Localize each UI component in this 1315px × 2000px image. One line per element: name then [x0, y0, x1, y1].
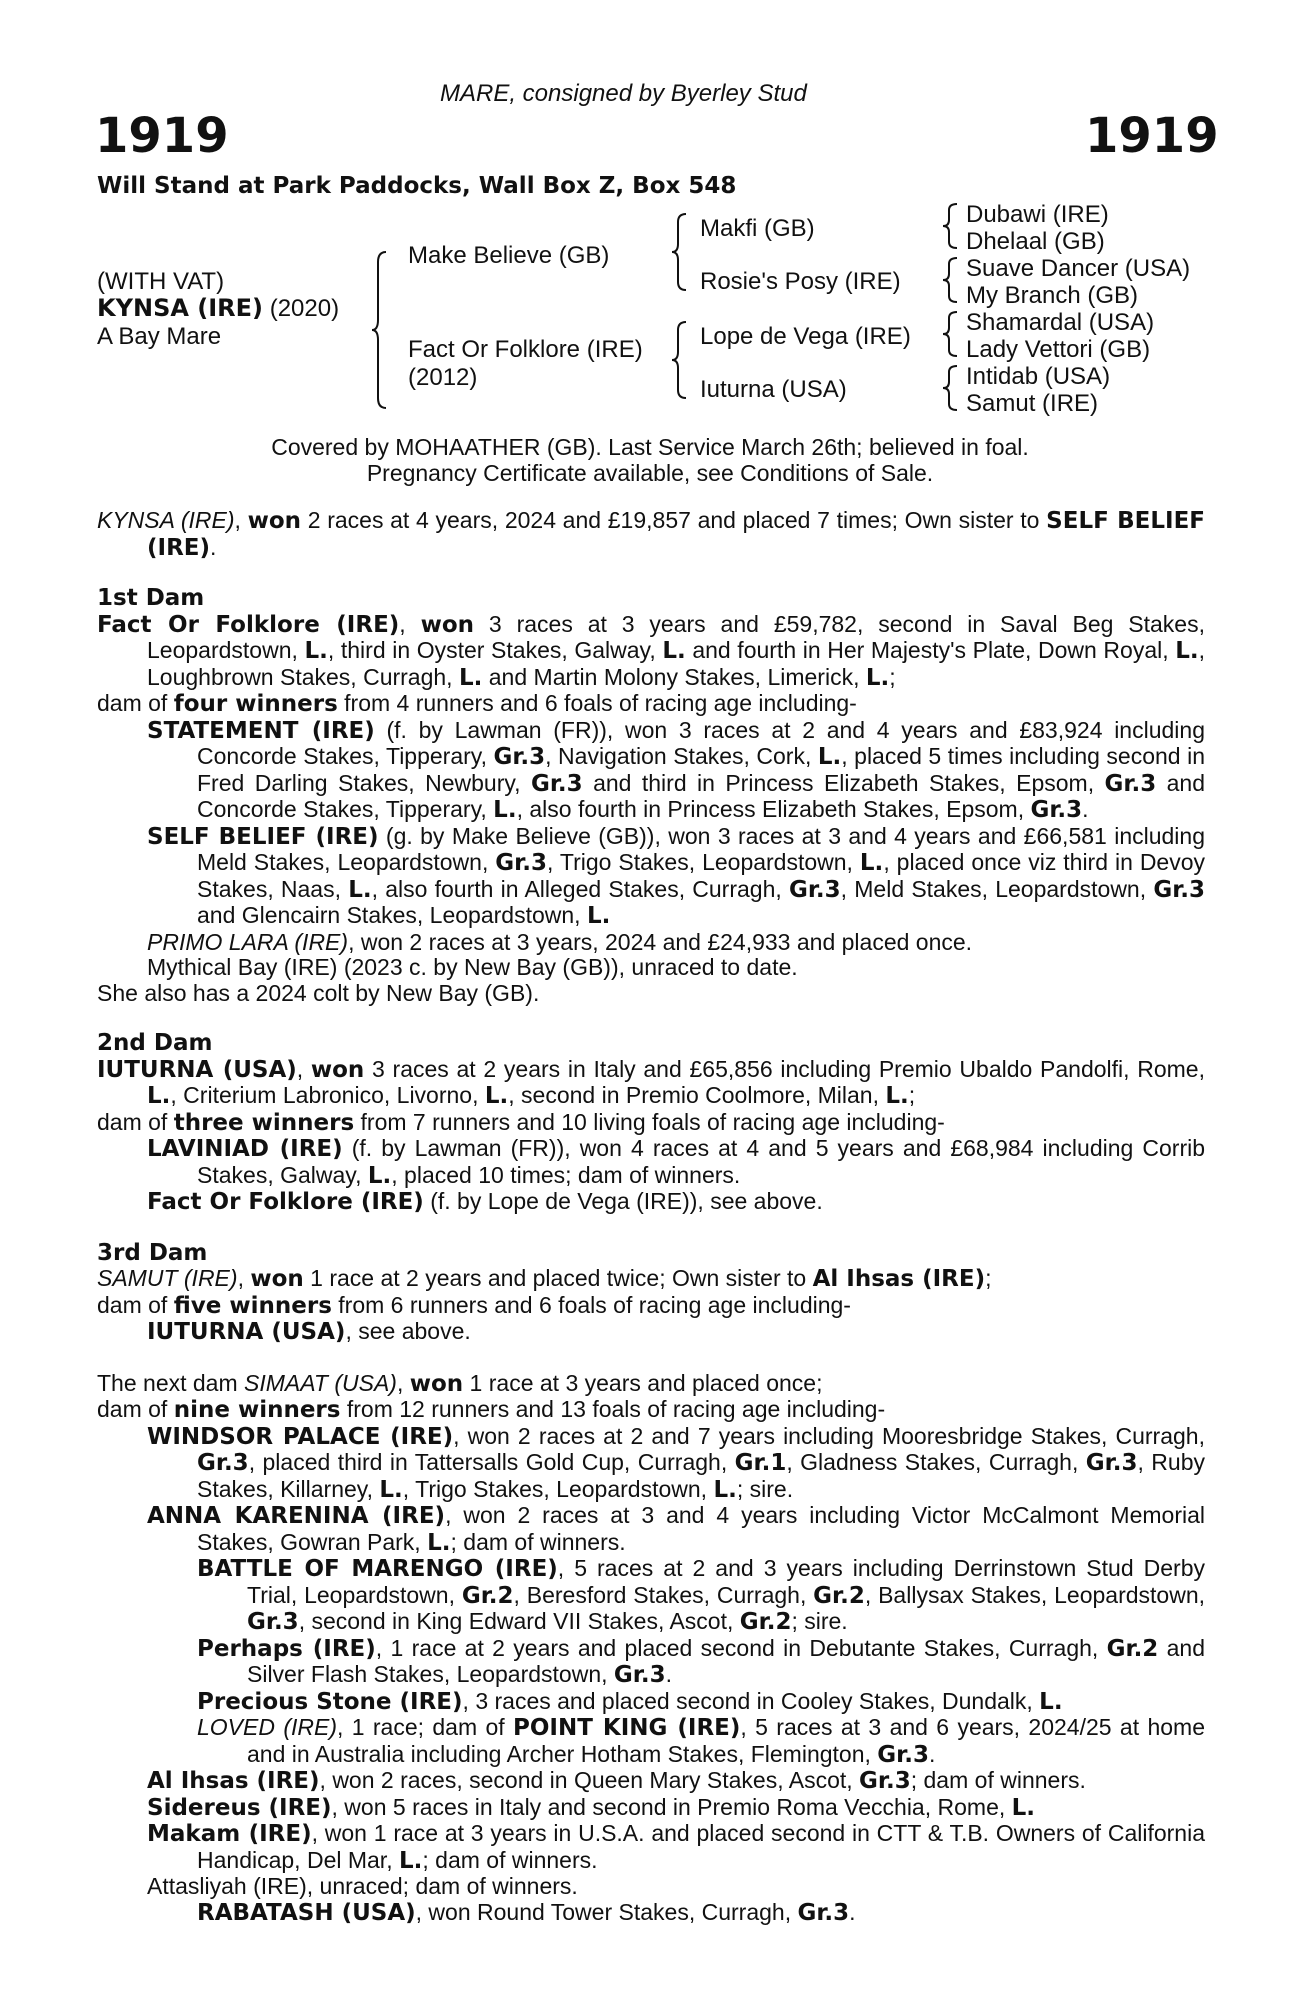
b: Gr.3 [613, 1662, 666, 1688]
brace-sd [943, 256, 959, 304]
brace-dam [672, 320, 688, 400]
brace-ds [943, 310, 959, 358]
b: Al Ihsas (IRE) [147, 1768, 320, 1794]
text: and Silver Flash Stakes, Leopardstown, [247, 1634, 1206, 1687]
b: won [409, 1370, 464, 1397]
text: 1 race at 2 years and placed twice; Own sister to [303, 1265, 813, 1291]
b: won [310, 1056, 365, 1083]
second-dam-heading: 2nd Dam [97, 1030, 213, 1056]
spacer [97, 561, 1205, 586]
progeny-al-ihsas [97, 1768, 1205, 1795]
b: Gr.2 [739, 1609, 792, 1635]
first-dam-heading: 1st Dam [97, 585, 205, 611]
b: POINT KING (IRE) [513, 1715, 741, 1741]
progeny-sidereus [97, 1795, 1205, 1822]
ped-ssd: Dhelaal (GB) [966, 228, 1105, 255]
text: , see above. [345, 1318, 471, 1344]
text: from 7 runners and 10 living foals of racing age including- [354, 1108, 945, 1135]
text: from 12 runners and 13 foals of racing age including- [340, 1396, 886, 1422]
next-dam-produce-line [97, 1397, 1205, 1424]
b: L. [427, 1529, 451, 1556]
text: , also fourth in Alleged Stakes, Curragh, [371, 875, 789, 902]
progeny-anna-karenina [97, 1503, 1205, 1556]
text: , 5 races at 2 and 3 years including Derrinstown Stud Derby Trial, Leopardstown, [247, 1555, 1205, 1608]
spacer [97, 1216, 1205, 1241]
b: L. [1039, 1688, 1063, 1715]
b: Gr.2 [813, 1582, 865, 1609]
text: , Criterium Labronico, Livorno, [170, 1082, 485, 1108]
text: , 5 races at 3 and 6 years, 2024/25 at home and in Australia including Archer Hotham Stakes, Flemington, [247, 1714, 1205, 1767]
ped-dss: Shamardal (USA) [966, 309, 1155, 336]
progeny-attasliyah: Attasliyah (IRE), unraced; dam of winners. [147, 1873, 578, 1899]
text: , won 5 races in Italy and second in Premio Roma Vecchia, Rome, [331, 1793, 1012, 1820]
b: nine winners [173, 1397, 341, 1423]
text: , 3 races and placed second in Cooley Stakes, Dundalk, [462, 1687, 1040, 1714]
b: Gr.3 [877, 1741, 929, 1768]
b: Perhaps (IRE) [197, 1635, 376, 1662]
brace-ss [943, 202, 959, 250]
text: , Ballysax Stakes, Leopardstown, [864, 1581, 1205, 1608]
text: dam of [97, 1108, 174, 1135]
text: 3 races at 3 years and £59,782, second in Saval Beg Stakes, Leopardstown, [147, 610, 1205, 663]
b: ANNA KARENINA (IRE) [147, 1503, 446, 1529]
third-dam-paragraph: SAMUT (IRE), won 1 race at 2 years and placed twice; Own sister to Al Ihsas (IRE); [97, 1265, 992, 1292]
b: L. [348, 876, 372, 903]
text: (f. by Lawman (FR)), won 3 races at 2 and 4 years and £83,924 including Concorde Stakes, Tipperary, [197, 716, 1205, 769]
horse-year: (2020) [263, 295, 340, 322]
b: L. [817, 744, 842, 770]
text: , won 2 races at 2 and 7 years including Mooresbridge Stakes, Curragh, [453, 1422, 1205, 1449]
third-dam-produce-line [97, 1293, 1205, 1320]
b: Gr.3 [495, 850, 547, 876]
third-dam-heading: 3rd Dam [97, 1239, 208, 1266]
i: LOVED (IRE) [197, 1714, 337, 1740]
text: ; dam of winners. [910, 1767, 1086, 1793]
intro-paragraph: KYNSA (IRE), won 2 races at 4 years, 2024 and £19,857 and placed 7 times; Own sister to SELF BELIEF (IRE). [97, 507, 1206, 561]
b: Gr.3 [247, 1609, 299, 1635]
text: , placed 5 times including second in Fred Darling Stakes, Newbury, [197, 743, 1205, 796]
b: L. [865, 664, 890, 691]
text: , won 1 race at 3 years in U.S.A. and placed second in CTT & T.B. Owners of California Handicap, Del Mar, [197, 1820, 1205, 1873]
text: , Trigo Stakes, Leopardstown, [546, 849, 860, 875]
b: L. [885, 1083, 909, 1109]
text: and fourth in Her Majesty's Plate, Down Royal, [685, 637, 1176, 663]
text: , placed third in Tattersalls Gold Cup, Curragh, [248, 1449, 735, 1475]
b: Gr.1 [734, 1450, 787, 1476]
lot-number-right: 1919 [1085, 108, 1219, 164]
text: and Martin Molony Stakes, Limerick, [482, 663, 866, 690]
progeny-precious-stone [97, 1689, 1205, 1716]
b: Gr.3 [1030, 797, 1083, 823]
text: , third in Oyster Stakes, Galway, [327, 637, 663, 663]
i: PRIMO LARA (IRE) [147, 928, 349, 955]
text: , Ruby Stakes, Killarney, [197, 1449, 1205, 1502]
b: Fact Or Folklore (IRE) [147, 1189, 424, 1215]
ped-sds: Suave Dancer (USA) [966, 255, 1191, 282]
text: , won Round Tower Stakes, Curragh, [415, 1898, 798, 1925]
dam-dam: Iuturna (USA) [700, 376, 847, 403]
b: Gr.3 [859, 1768, 911, 1794]
b: Gr.3 [530, 770, 583, 797]
progeny-iuturna [97, 1319, 1205, 1346]
text: . [665, 1661, 672, 1687]
horse-description: A Bay Mare [97, 323, 222, 350]
text: ; dam of winners. [422, 1846, 598, 1873]
b: Sidereus (IRE) [147, 1794, 332, 1821]
ped-sdd: My Branch (GB) [966, 282, 1139, 309]
text: ; dam of winners. [450, 1528, 626, 1555]
b: Al Ihsas (IRE) [812, 1266, 986, 1292]
b: Gr.3 [1104, 770, 1157, 797]
text: , Navigation Stakes, Cork, [545, 743, 818, 769]
i: SIMAAT (USA) [244, 1369, 397, 1396]
covered-note [95, 434, 1205, 486]
text: , second in King Edward VII Stakes, Ascot, [298, 1608, 740, 1634]
b: WINDSOR PALACE (IRE) [147, 1423, 454, 1450]
text: , Loughbrown Stakes, Curragh, [147, 637, 1205, 690]
text: , 1 race at 2 years and placed second in Debutante Stakes, Curragh, [375, 1634, 1107, 1661]
text: . [210, 533, 217, 560]
b: L. [398, 1847, 423, 1874]
b: five winners [173, 1292, 332, 1319]
stand-location: Will Stand at Park Paddocks, Wall Box Z, Box 548 [97, 173, 737, 199]
b: Gr.3 [1085, 1450, 1138, 1476]
text: , placed 10 times; dam of winners. [391, 1161, 741, 1188]
text: , won 2 races at 3 years, 2024 and £24,933 and placed once. [348, 928, 973, 955]
progeny-loved [97, 1715, 1205, 1768]
spacer [97, 1006, 1205, 1031]
b: Makam (IRE) [147, 1821, 312, 1847]
b: SELF BELIEF (IRE) [147, 823, 379, 850]
ped-dds: Intidab (USA) [966, 363, 1111, 390]
text: , won 2 races at 3 and 4 years including Victor McCalmont Memorial Stakes, Gowran Park, [197, 1502, 1205, 1555]
progeny-battle-of-marengo [97, 1556, 1205, 1636]
b: Gr.2 [461, 1582, 514, 1609]
dam-sire: Lope de Vega (IRE) [700, 323, 911, 350]
b: won [250, 1266, 304, 1292]
progeny-primo-lara [97, 930, 1205, 956]
vat-note: (WITH VAT) [97, 268, 225, 295]
progeny-colt-note: She also has a 2024 colt by New Bay (GB). [97, 979, 540, 1006]
sister-name: SELF BELIEF (IRE) [147, 508, 1206, 561]
b: BATTLE OF MARENGO (IRE) [197, 1556, 558, 1582]
brace-gen1 [372, 250, 388, 410]
progeny-mythical-bay: Mythical Bay (IRE) (2023 c. by New Bay (GB)), unraced to date. [147, 954, 798, 980]
b: L. [493, 797, 517, 823]
progeny-perhaps [97, 1636, 1205, 1689]
dam-name: Fact Or Folklore (IRE) [97, 611, 400, 638]
b: L. [484, 1083, 509, 1109]
brace-dd [943, 364, 959, 412]
text: from 4 runners and 6 foals of racing age including- [337, 690, 857, 716]
text: ; [985, 1265, 992, 1291]
text: , Gladness Stakes, Curragh, [786, 1449, 1086, 1475]
text: , second in Premio Coolmore, Milan, [508, 1082, 886, 1108]
text: , [396, 1369, 410, 1396]
b: Gr.3 [788, 876, 841, 903]
b: Gr.2 [1106, 1635, 1159, 1662]
text: The next dam [97, 1369, 245, 1396]
b: RABATASH (USA) [197, 1899, 416, 1926]
sire-dam: Rosie's Posy (IRE) [700, 268, 901, 295]
text: , Meld Stakes, Leopardstown, [840, 875, 1154, 902]
b: L. [304, 638, 328, 664]
b: Gr.3 [197, 1450, 249, 1476]
progeny-makam [97, 1821, 1205, 1874]
horse-name: KYNSA (IRE) [97, 294, 264, 322]
text: , 1 race; dam of [337, 1714, 514, 1740]
text: 2 races at 4 years, 2024 and £19,857 and placed 7 times; Own sister to [301, 507, 1047, 533]
sire: Make Believe (GB) [408, 242, 610, 269]
text: , won 2 races, second in Queen Mary Stakes, Ascot, [319, 1767, 860, 1793]
won-word: won [247, 508, 302, 534]
first-dam-produce-line [97, 691, 1205, 718]
b: Gr.3 [797, 1899, 850, 1926]
text: ; [908, 1082, 916, 1108]
text: , also fourth in Princess Elizabeth Stakes, Epsom, [516, 796, 1031, 822]
progeny-rabatash [97, 1900, 1205, 1927]
b: STATEMENT (IRE) [147, 717, 375, 744]
text: , Trigo Stakes, Leopardstown, [402, 1475, 714, 1502]
b: L. [662, 638, 686, 664]
text: and Concorde Stakes, Tipperary, [197, 769, 1205, 822]
text: 3 races at 2 years in Italy and £65,856 including Premio Ubaldo Pandolfi, Rome, [364, 1055, 1205, 1082]
brace-sire [672, 212, 688, 292]
b: Gr.3 [1153, 876, 1205, 903]
text: ; sire. [791, 1608, 848, 1634]
text: , Beresford Stakes, Curragh, [513, 1581, 814, 1608]
b: three winners [173, 1109, 355, 1136]
b: won [420, 611, 475, 638]
b: L. [367, 1162, 392, 1189]
b: L. [458, 664, 483, 691]
intro-horse: KYNSA (IRE) [97, 507, 235, 533]
progeny-laviniad [97, 1136, 1205, 1189]
covered-line-2: Pregnancy Certificate available, see Conditions of Sale. [366, 460, 934, 486]
text: from 6 runners and 6 foals of racing age including- [331, 1291, 851, 1318]
i: SAMUT (IRE) [97, 1265, 238, 1291]
text: and Glencairn Stakes, Leopardstown, [197, 902, 587, 928]
text: (f. by Lawman (FR)), won 4 races at 4 and 5 years and £68,984 including Corrib Stakes, Galway, [197, 1135, 1206, 1188]
b: Gr.3 [493, 744, 546, 770]
progeny-self-belief [97, 824, 1205, 930]
b: IUTURNA (USA) [97, 1056, 297, 1083]
b: four winners [173, 691, 338, 717]
b: L. [713, 1476, 737, 1503]
text: (f. by Lope de Vega (IRE)), see above. [423, 1188, 823, 1214]
text: . [928, 1740, 936, 1767]
b: L. [379, 1476, 403, 1503]
subtitle: MARE, consigned by Byerley Stud [440, 80, 807, 107]
text: dam of [97, 690, 174, 716]
text: ; [889, 663, 896, 690]
ped-ddd: Samut (IRE) [966, 390, 1099, 417]
next-dam-paragraph [97, 1371, 1205, 1398]
text: dam of [97, 1396, 174, 1422]
first-dam-paragraph: Fact Or Folklore (IRE), won 3 races at 3 years and £59,782, second in Saval Beg Stakes, Leopardstown, L., third in Oyster Stakes, Galway, L. and fourth in Her Majesty's Plate, Down Royal, L., Loughbrown Stakes, Curragh, L. and Martin Molony Stakes, Limerick, L.; [97, 610, 1205, 691]
progeny-windsor-palace [97, 1424, 1205, 1504]
horse-name-line [97, 295, 339, 322]
b: L. [586, 903, 611, 929]
progeny-fact-or-folklore [97, 1189, 1205, 1216]
b: IUTURNA (USA) [147, 1319, 346, 1345]
sire-sire: Makfi (GB) [700, 215, 815, 242]
text: . [849, 1898, 856, 1925]
text: dam of [97, 1291, 174, 1318]
text: 1 race at 3 years and placed once; [463, 1369, 823, 1396]
text: (g. by Make Believe (GB)), won 3 races at 3 and 4 years and £66,581 including Meld Stakes, Leopardstown, [197, 822, 1205, 875]
b: L. [147, 1083, 171, 1109]
lot-number-left: 1919 [95, 108, 229, 164]
b: LAVINIAD (IRE) [147, 1136, 343, 1162]
covered-line-1: Covered by MOHAATHER (GB). Last Service March 26th; believed in foal. [271, 434, 1029, 460]
b: Precious Stone (IRE) [197, 1688, 463, 1715]
text: , placed once viz third in Devoy Stakes, Naas, [197, 849, 1206, 902]
b: L. [1175, 638, 1199, 664]
ped-dsd: Lady Vettori (GB) [966, 336, 1151, 363]
second-dam-produce-line [97, 1110, 1205, 1137]
dam-year: (2012) [408, 364, 478, 391]
progeny-statement [97, 718, 1205, 824]
text: ; sire. [736, 1475, 794, 1502]
b: L. [1011, 1794, 1036, 1821]
b: L. [859, 850, 884, 876]
second-dam-paragraph: IUTURNA (USA), won 3 races at 2 years in Italy and £65,856 including Premio Ubaldo Pandolfi, Rome, L., Criterium Labronico, Livorno, L., second in Premio Coolmore, Milan, L.; [97, 1055, 1205, 1109]
catalogue-body [97, 508, 1205, 1926]
spacer [97, 1346, 1205, 1371]
text: and third in Princess Elizabeth Stakes, Epsom, [582, 769, 1105, 796]
text: . [1082, 796, 1089, 822]
ped-sss: Dubawi (IRE) [966, 201, 1109, 228]
dam: Fact Or Folklore (IRE) [408, 336, 643, 363]
